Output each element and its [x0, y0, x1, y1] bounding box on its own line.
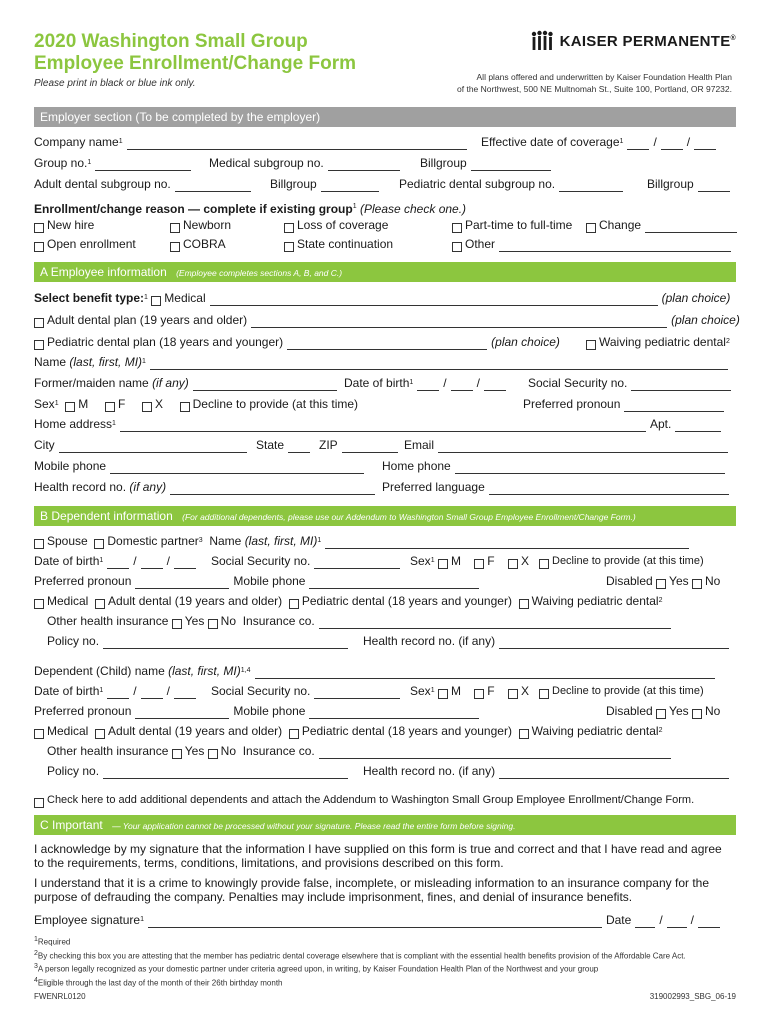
- adult-dental-subgroup-label: Adult dental subgroup no.: [34, 177, 171, 191]
- benefit-type-label: Select benefit type:: [34, 291, 145, 305]
- spouse-dob-month[interactable]: [107, 557, 129, 569]
- email-label: Email: [404, 438, 435, 452]
- medical-plan-field[interactable]: [210, 294, 658, 306]
- spouse-sex-decline-checkbox[interactable]: [539, 559, 549, 569]
- spouse-health-record-label: Health record no. (if any): [363, 634, 496, 648]
- preferred-language-label: Preferred language: [382, 480, 485, 494]
- signature-label: Employee signature: [34, 913, 141, 927]
- domestic-partner-label: Domestic partner: [107, 534, 199, 548]
- child-pronoun-label: Preferred pronoun: [34, 704, 132, 718]
- child-policy-field[interactable]: [103, 767, 348, 779]
- home-phone-field[interactable]: [455, 462, 725, 474]
- child-sex-x-checkbox[interactable]: [508, 689, 518, 699]
- ink-instruction: Please print in black or blue ink only.: [34, 78, 196, 89]
- section-b-bar: B Dependent information (For additional dependents, please use our Addendum to Washington Small Group Employee Enrollment/Change Form.): [34, 506, 736, 526]
- child-health-record-label: Health record no. (if any): [363, 764, 496, 778]
- fraud-warning-text: I understand that it is a crime to knowingly provide false, incomplete, or misleading information to an insurance company for the purpose of defrauding the company. Penalties may include imprisonment, fines, and denial of insurance benefits.: [34, 876, 710, 904]
- employee-sex-m-checkbox[interactable]: [65, 402, 75, 412]
- open-enrollment-label: Open enrollment: [47, 237, 136, 251]
- adult-dental-plan-checkbox[interactable]: [34, 318, 44, 328]
- spouse-mobile-field[interactable]: [309, 577, 479, 589]
- section-c-bar: C Important — Your application cannot be processed without your signature. Please read the entire form before signing.: [34, 815, 736, 835]
- child-dob-month[interactable]: [107, 687, 129, 699]
- underwriter-note: All plans offered and underwritten by Kaiser Foundation Health Plan of the Northwest, 500 NE Multnomah St., Suite 100, Portland, OR 97232.: [457, 72, 732, 94]
- part-time-label: Part-time to full-time: [465, 218, 573, 232]
- former-name-label: Former/maiden name: [34, 376, 149, 390]
- preferred-language-field[interactable]: [489, 483, 729, 495]
- spouse-adult-dental-checkbox[interactable]: [95, 599, 105, 609]
- form-title-line2: Employee Enrollment/Change Form: [34, 53, 356, 74]
- pediatric-dental-subgroup-label: Pediatric dental subgroup no.: [399, 177, 556, 191]
- loss-of-coverage-label: Loss of coverage: [297, 218, 389, 232]
- child-insurance-no-checkbox[interactable]: [208, 749, 218, 759]
- company-name-field[interactable]: [127, 138, 467, 150]
- new-hire-checkbox[interactable]: [34, 223, 44, 233]
- billgroup-field-1[interactable]: [471, 159, 551, 171]
- spouse-pediatric-dental-checkbox[interactable]: [289, 599, 299, 609]
- footnotes: $^1$Required $^2$By checking this box you are attesting that the member has pediatric dental coverage elsewhere that is compliant with the essential health benefits provision of the Affordable Care Act. $^3$A person legally recognized as your domestic partner under criteria agreed upon, in writing, by Kaiser Foundation Health Plan of the Northwest and your group $^4$Eligible through the last day of the month of their 26th birthday month: [34, 936, 686, 988]
- pediatric-dental-plan-field[interactable]: [287, 338, 487, 350]
- state-continuation-checkbox[interactable]: [284, 242, 294, 252]
- child-mobile-field[interactable]: [309, 707, 479, 719]
- child-disabled-yes-checkbox[interactable]: [656, 709, 666, 719]
- cobra-checkbox[interactable]: [170, 242, 180, 252]
- form-title: [34, 31, 356, 75]
- adult-dental-plan-label: Adult dental plan (19 years and older): [47, 313, 248, 327]
- spouse-policy-field[interactable]: [103, 637, 348, 649]
- billgroup-label: Billgroup: [647, 177, 694, 191]
- employee-sex-label: Sex: [34, 397, 55, 411]
- city-field[interactable]: [59, 441, 247, 453]
- city-label: City: [34, 438, 55, 452]
- acknowledgement-text: I acknowledge by my signature that the information I have supplied on this form is true and correct and that I have read and agree to the requirements, terms, conditions, limitations, and provisions described on this form.: [34, 842, 722, 870]
- other-checkbox[interactable]: [452, 242, 462, 252]
- addendum-label: Check here to add additional dependents and attach the Addendum to Washington Small Group Employee Enrollment/Change Form.: [47, 794, 695, 806]
- employee-name-label: Name: [34, 355, 67, 369]
- open-enrollment-checkbox[interactable]: [34, 242, 44, 252]
- plan-choice-label: (plan choice): [671, 313, 740, 327]
- child-waiving-pediatric-checkbox[interactable]: [519, 729, 529, 739]
- pediatric-dental-plan-label: Pediatric dental plan (18 years and younger): [47, 335, 284, 349]
- spouse-ssn-label: Social Security no.: [211, 554, 311, 568]
- signature-date-year[interactable]: [698, 916, 720, 928]
- spouse-dob-day[interactable]: [141, 557, 163, 569]
- signature-date-month[interactable]: [635, 916, 655, 928]
- employee-sex-decline-checkbox[interactable]: [180, 402, 190, 412]
- company-name-label: Company name: [34, 135, 119, 149]
- employee-health-record-label: Health record no.: [34, 480, 127, 494]
- spouse-insurance-no-checkbox[interactable]: [208, 619, 218, 629]
- state-continuation-label: State continuation: [297, 237, 394, 251]
- email-field[interactable]: [438, 441, 728, 453]
- zip-label: ZIP: [319, 438, 338, 452]
- spouse-other-insurance-label: Other health insurance: [47, 614, 169, 628]
- billgroup-label: Billgroup: [270, 177, 317, 191]
- child-policy-label: Policy no.: [47, 764, 100, 778]
- employee-mobile-label: Mobile phone: [34, 459, 107, 473]
- spouse-pronoun-label: Preferred pronoun: [34, 574, 132, 588]
- child-disabled-label: Disabled: [606, 704, 653, 718]
- employee-sex-f-checkbox[interactable]: [105, 402, 115, 412]
- addendum-checkbox[interactable]: [34, 798, 44, 808]
- spouse-medical-checkbox[interactable]: [34, 599, 44, 609]
- newborn-checkbox[interactable]: [170, 223, 180, 233]
- employee-pronoun-field[interactable]: [624, 400, 724, 412]
- child-health-record-field[interactable]: [499, 767, 729, 779]
- effective-date-day[interactable]: [661, 138, 683, 150]
- employee-dob-month[interactable]: [417, 379, 439, 391]
- child-ssn-field[interactable]: [314, 687, 400, 699]
- medical-subgroup-field[interactable]: [328, 159, 400, 171]
- medical-subgroup-label: Medical subgroup no.: [209, 156, 324, 170]
- cobra-label: COBRA: [183, 237, 226, 251]
- effective-date-year[interactable]: [694, 138, 716, 150]
- spouse-disabled-yes-checkbox[interactable]: [656, 579, 666, 589]
- billgroup-label: Billgroup: [420, 156, 467, 170]
- signature-date-label: Date: [605, 913, 632, 927]
- effective-date-label: Effective date of coverage: [481, 135, 620, 149]
- child-dob-day[interactable]: [141, 687, 163, 699]
- home-phone-label: Home phone: [382, 459, 451, 473]
- zip-field[interactable]: [342, 441, 398, 453]
- child-ssn-label: Social Security no.: [211, 684, 311, 698]
- child-disabled-no-checkbox[interactable]: [692, 709, 702, 719]
- plan-choice-label: (plan choice): [491, 335, 560, 349]
- child-medical-checkbox[interactable]: [34, 729, 44, 739]
- billgroup-field-2[interactable]: [321, 180, 379, 192]
- spouse-insurance-co-label: Insurance co.: [242, 614, 315, 628]
- spouse-mobile-label: Mobile phone: [233, 574, 306, 588]
- pediatric-dental-plan-checkbox[interactable]: [34, 340, 44, 350]
- change-reason-title: Enrollment/change reason — complete if existing group: [34, 202, 353, 216]
- spouse-insurance-yes-checkbox[interactable]: [172, 619, 182, 629]
- employee-dob-day[interactable]: [451, 379, 473, 391]
- employee-health-record-field[interactable]: [170, 483, 375, 495]
- adult-dental-plan-field[interactable]: [251, 316, 667, 328]
- newborn-label: Newborn: [183, 218, 232, 232]
- child-mobile-label: Mobile phone: [233, 704, 306, 718]
- domestic-partner-checkbox[interactable]: [94, 539, 104, 549]
- form-code-left: FWENRL0120: [34, 992, 86, 1001]
- spouse-dob-label: Date of birth: [34, 554, 100, 568]
- former-name-field[interactable]: [193, 379, 337, 391]
- employee-pronoun-label: Preferred pronoun: [523, 397, 621, 411]
- other-label: Other: [465, 237, 496, 251]
- state-label: State: [256, 438, 285, 452]
- change-checkbox[interactable]: [586, 223, 596, 233]
- spouse-sex-f-checkbox[interactable]: [474, 559, 484, 569]
- change-field[interactable]: [645, 221, 737, 233]
- employee-name-field[interactable]: [150, 358, 728, 370]
- spouse-ssn-field[interactable]: [314, 557, 400, 569]
- child-other-insurance-label: Other health insurance: [47, 744, 169, 758]
- employee-mobile-field[interactable]: [110, 462, 364, 474]
- child-sex-m-checkbox[interactable]: [438, 689, 448, 699]
- child-sex-f-checkbox[interactable]: [474, 689, 484, 699]
- group-no-field[interactable]: [95, 159, 191, 171]
- effective-date-month[interactable]: [627, 138, 649, 150]
- signature-date-day[interactable]: [667, 916, 687, 928]
- medical-plan-checkbox[interactable]: [151, 296, 161, 306]
- spouse-waiving-pediatric-checkbox[interactable]: [519, 599, 529, 609]
- new-hire-label: New hire: [47, 218, 95, 232]
- signature-field[interactable]: [148, 916, 602, 928]
- other-field[interactable]: [499, 240, 731, 252]
- apt-label: Apt.: [649, 417, 672, 431]
- spouse-policy-label: Policy no.: [47, 634, 100, 648]
- child-dob-year[interactable]: [174, 687, 196, 699]
- spouse-disabled-no-checkbox[interactable]: [692, 579, 702, 589]
- employee-ssn-field[interactable]: [631, 379, 731, 391]
- child-insurance-co-field[interactable]: [319, 747, 671, 759]
- child-name-field[interactable]: [255, 667, 715, 679]
- spouse-disabled-label: Disabled: [606, 574, 653, 588]
- employee-dob-year[interactable]: [484, 379, 506, 391]
- child-insurance-co-label: Insurance co.: [242, 744, 315, 758]
- child-pediatric-dental-checkbox[interactable]: [289, 729, 299, 739]
- spouse-dob-year[interactable]: [174, 557, 196, 569]
- spouse-sex-label: Sex: [410, 554, 431, 568]
- loss-of-coverage-checkbox[interactable]: [284, 223, 294, 233]
- form-title-line1: 2020 Washington Small Group: [34, 31, 308, 52]
- spouse-pronoun-field[interactable]: [135, 577, 229, 589]
- spouse-insurance-co-field[interactable]: [319, 617, 671, 629]
- employee-sex-x-checkbox[interactable]: [142, 402, 152, 412]
- form-code-right: 319002993_SBG_06-19: [649, 992, 736, 1001]
- spouse-name-field[interactable]: [325, 537, 689, 549]
- adult-dental-subgroup-field[interactable]: [175, 180, 251, 192]
- waiving-pediatric-label: Waiving pediatric dental: [599, 335, 726, 349]
- kaiser-logo-text: KAISER PERMANENTE®: [559, 32, 736, 50]
- billgroup-field-3[interactable]: [698, 180, 730, 192]
- employee-ssn-label: Social Security no.: [528, 376, 628, 390]
- waiving-pediatric-checkbox[interactable]: [586, 340, 596, 350]
- pediatric-dental-subgroup-field[interactable]: [559, 180, 623, 192]
- change-label: Change: [599, 218, 642, 232]
- part-time-checkbox[interactable]: [452, 223, 462, 233]
- employee-dob-label: Date of birth: [344, 376, 410, 390]
- change-reason-note: (Please check one.): [359, 202, 467, 216]
- spouse-checkbox[interactable]: [34, 539, 44, 549]
- kaiser-logo-icon: [530, 30, 554, 52]
- dependent-name-label: Name: [209, 534, 242, 548]
- home-address-field[interactable]: [120, 420, 646, 432]
- spouse-sex-x-checkbox[interactable]: [508, 559, 518, 569]
- employer-section-bar: Employer section (To be completed by the employer): [34, 107, 736, 127]
- medical-plan-label: Medical: [164, 291, 206, 305]
- child-sex-label: Sex: [410, 684, 431, 698]
- section-a-bar: A Employee information (Employee completes sections A, B, and C.): [34, 262, 736, 282]
- child-adult-dental-checkbox[interactable]: [95, 729, 105, 739]
- spouse-sex-m-checkbox[interactable]: [438, 559, 448, 569]
- child-pronoun-field[interactable]: [135, 707, 229, 719]
- state-field[interactable]: [288, 441, 310, 453]
- spouse-health-record-field[interactable]: [499, 637, 729, 649]
- group-no-label: Group no.: [34, 156, 88, 170]
- apt-field[interactable]: [675, 420, 721, 432]
- plan-choice-label: (plan choice): [661, 291, 731, 305]
- kaiser-logo: [530, 30, 736, 52]
- spouse-label: Spouse: [47, 534, 88, 548]
- child-sex-decline-checkbox[interactable]: [539, 689, 549, 699]
- home-address-label: Home address: [34, 417, 113, 431]
- child-insurance-yes-checkbox[interactable]: [172, 749, 182, 759]
- child-name-label: Dependent (Child) name: [34, 664, 165, 678]
- child-dob-label: Date of birth: [34, 684, 100, 698]
